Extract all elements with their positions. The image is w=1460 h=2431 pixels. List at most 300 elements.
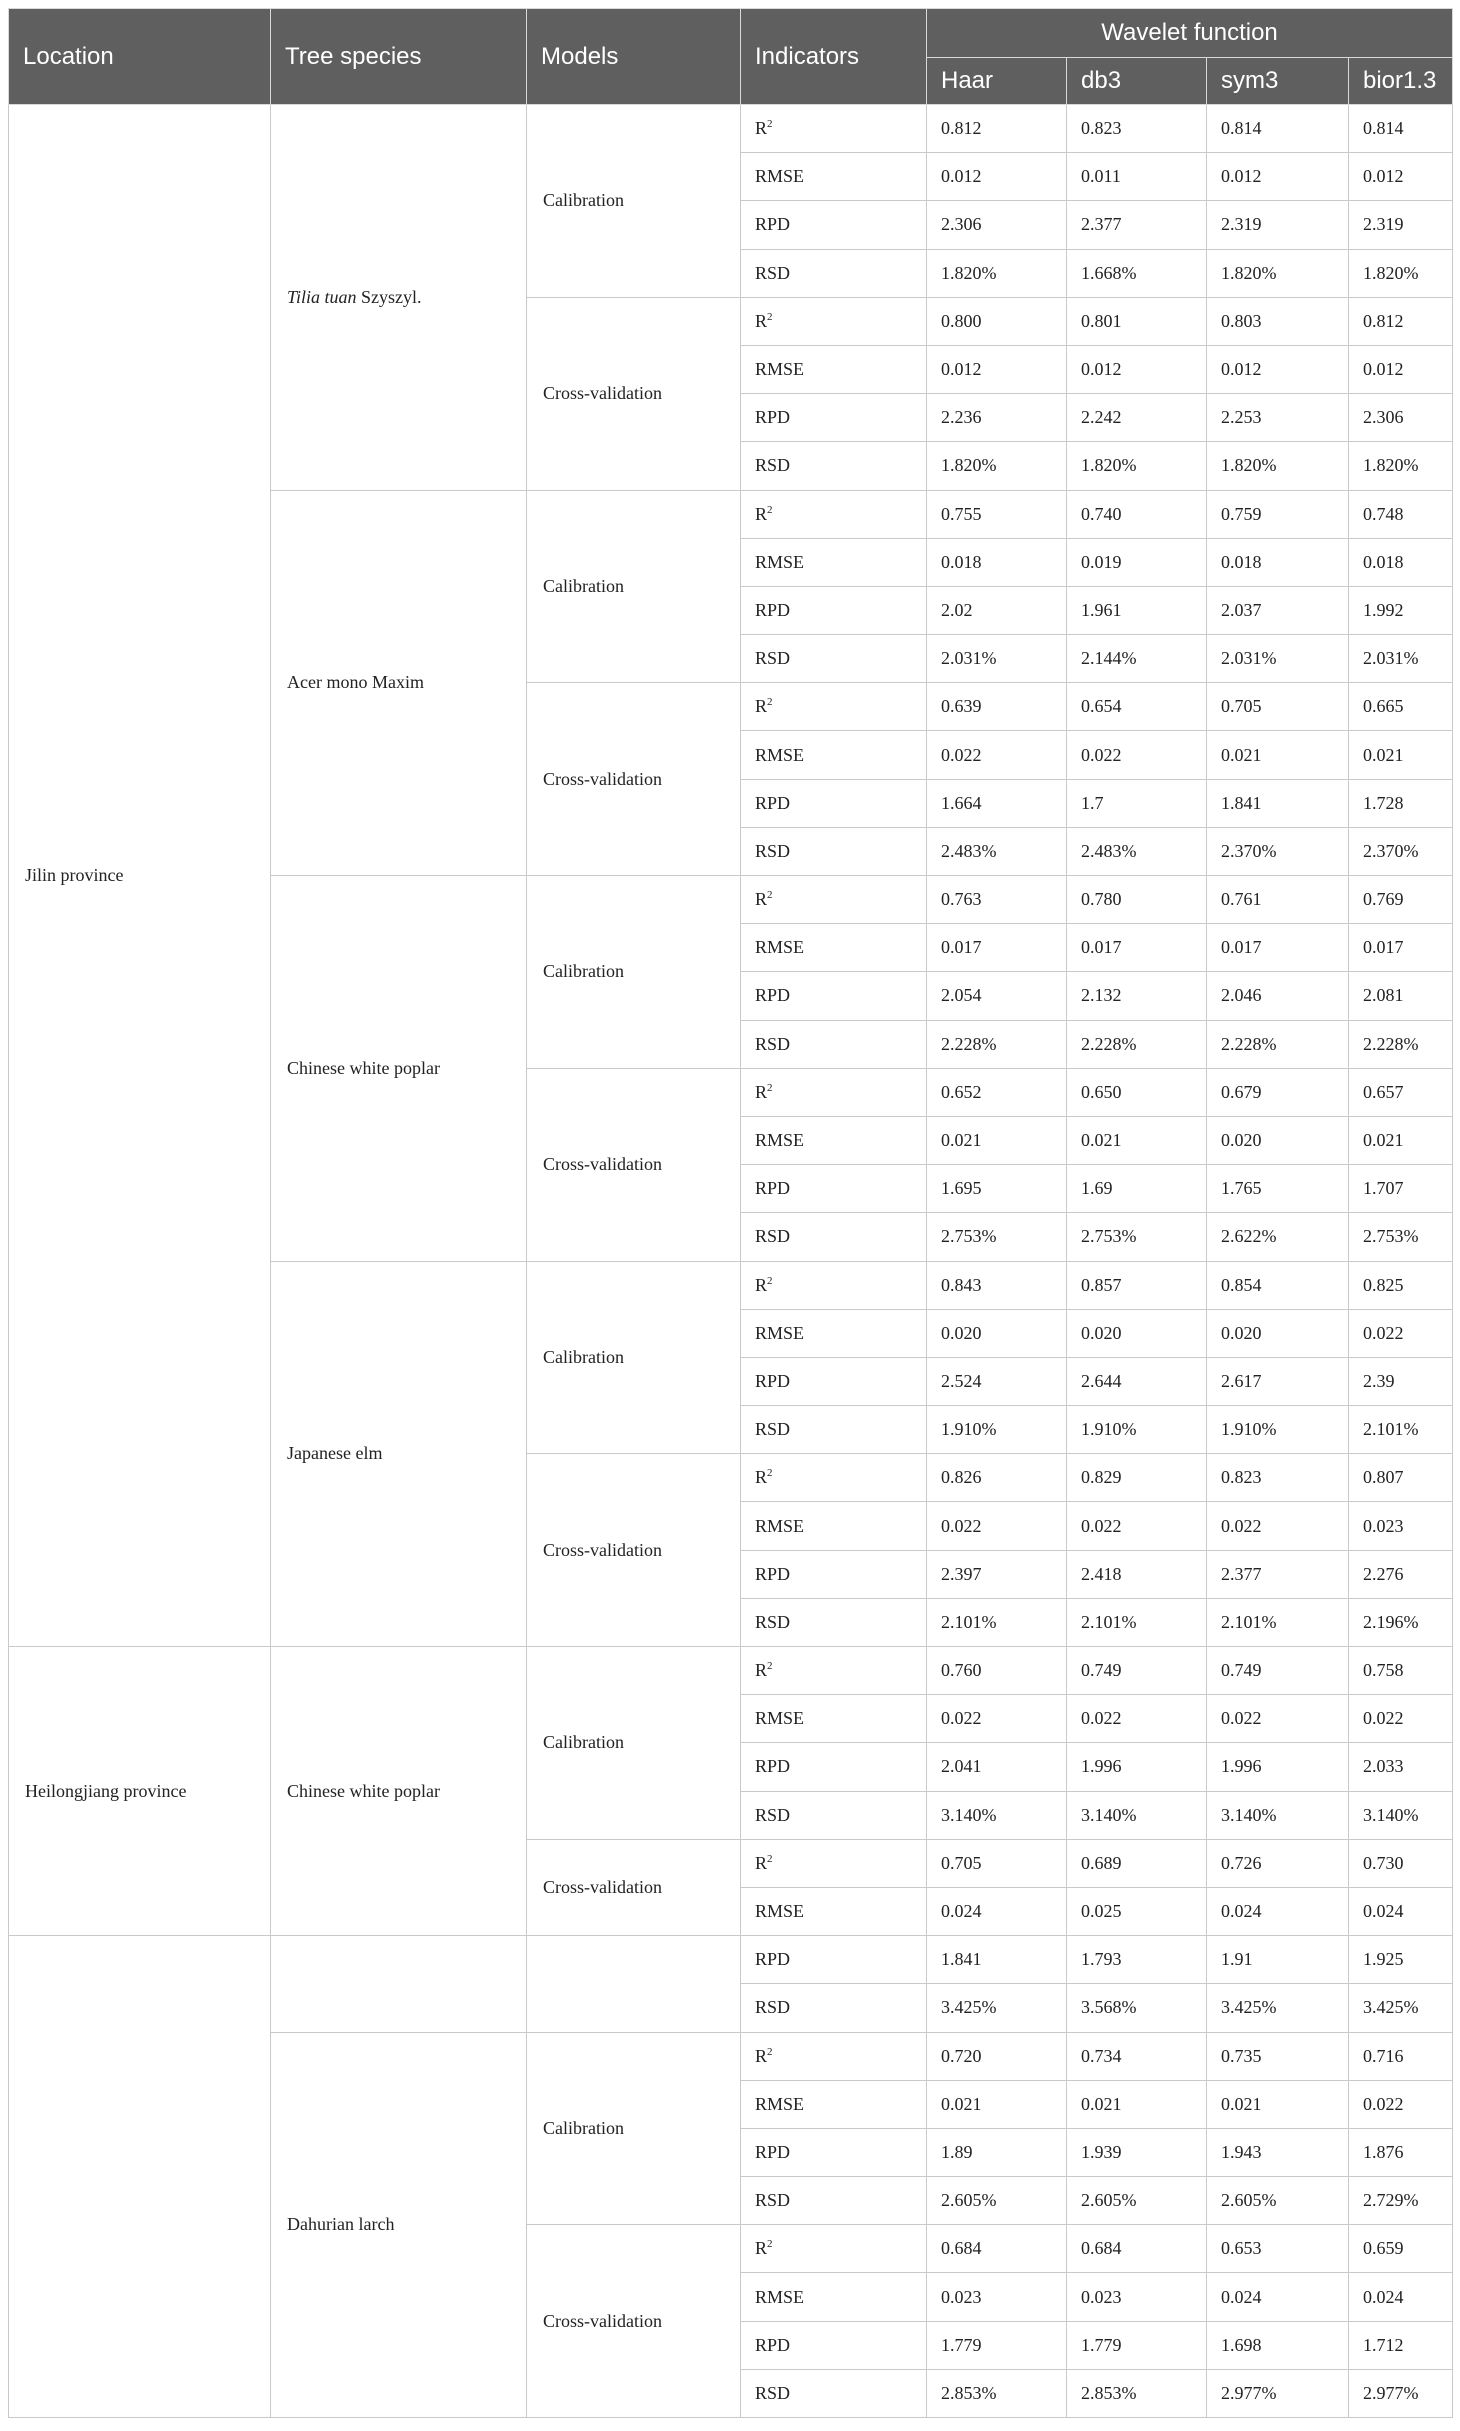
value-sym3: 0.020 [1207,1309,1349,1357]
indicator-r2-base: R [755,696,768,717]
indicator-rpd: RPD [741,201,927,249]
indicator-r2-superscript: 2 [767,2045,773,2058]
indicator-rsd: RSD [741,1020,927,1068]
value-haar: 3.140% [927,1791,1067,1839]
value-bior13: 2.370% [1349,827,1453,875]
header-tree-species: Tree species [271,9,527,105]
value-haar: 2.306 [927,201,1067,249]
header-wavelet-function: Wavelet function [927,9,1453,58]
table-body [9,105,1453,2418]
species-blank [271,1936,527,2032]
indicator-r2-base: R [755,118,768,139]
value-db3: 0.022 [1067,1502,1207,1550]
value-sym3: 0.017 [1207,924,1349,972]
wavelet-results-table [8,8,1453,2418]
value-sym3: 0.653 [1207,2225,1349,2273]
value-db3: 0.022 [1067,1695,1207,1743]
location-heilongjiang: Heilongjiang province [9,1647,271,1936]
value-sym3: 0.012 [1207,153,1349,201]
indicator-rpd: RPD [741,586,927,634]
indicator-rsd: RSD [741,1791,927,1839]
species-chinese-white-poplar-heilongjiang: Chinese white poplar [271,1647,527,1936]
value-bior13: 2.753% [1349,1213,1453,1261]
indicator-rmse: RMSE [741,1887,927,1935]
indicator-r2 [741,105,927,153]
indicator-r2-base: R [755,1467,768,1488]
value-db3: 0.012 [1067,345,1207,393]
indicator-r2-superscript: 2 [767,1274,773,1287]
value-db3: 1.996 [1067,1743,1207,1791]
indicator-r2-base: R [755,310,768,331]
indicator-rmse: RMSE [741,924,927,972]
value-db3: 0.019 [1067,538,1207,586]
value-bior13: 3.140% [1349,1791,1453,1839]
value-haar: 0.639 [927,683,1067,731]
indicator-r2 [741,490,927,538]
header-wavelet-bior13: bior1.3 [1349,58,1453,105]
value-db3: 0.654 [1067,683,1207,731]
value-haar: 1.695 [927,1165,1067,1213]
value-bior13: 0.012 [1349,153,1453,201]
location-blank [9,1936,271,2418]
value-sym3: 0.749 [1207,1647,1349,1695]
value-bior13: 2.977% [1349,2369,1453,2417]
value-db3: 1.793 [1067,1936,1207,1984]
value-haar: 0.812 [927,105,1067,153]
value-db3: 1.910% [1067,1406,1207,1454]
indicator-r2 [741,1454,927,1502]
indicator-rpd: RPD [741,972,927,1020]
indicator-rsd: RSD [741,635,927,683]
indicator-r2-superscript: 2 [767,2238,773,2251]
value-sym3: 0.854 [1207,1261,1349,1309]
model-blank [527,1936,741,2032]
indicator-rpd: RPD [741,2321,927,2369]
indicator-rmse: RMSE [741,2273,927,2321]
indicator-rsd: RSD [741,249,927,297]
value-bior13: 1.876 [1349,2128,1453,2176]
indicator-rmse: RMSE [741,2080,927,2128]
value-haar: 1.820% [927,442,1067,490]
value-db3: 3.568% [1067,1984,1207,2032]
indicator-r2-superscript: 2 [767,696,773,709]
value-bior13: 0.758 [1349,1647,1453,1695]
value-bior13: 2.081 [1349,972,1453,1020]
value-sym3: 2.617 [1207,1357,1349,1405]
value-sym3: 2.319 [1207,201,1349,249]
indicator-rsd: RSD [741,1406,927,1454]
indicator-r2-base: R [755,1274,768,1295]
value-sym3: 2.377 [1207,1550,1349,1598]
value-sym3: 2.370% [1207,827,1349,875]
value-haar: 2.524 [927,1357,1067,1405]
value-haar: 1.841 [927,1936,1067,1984]
value-db3: 0.021 [1067,1116,1207,1164]
header-wavelet-db3: db3 [1067,58,1207,105]
value-bior13: 0.022 [1349,1695,1453,1743]
table-row [9,105,1453,153]
value-sym3: 1.698 [1207,2321,1349,2369]
header-location: Location [9,9,271,105]
value-bior13: 0.812 [1349,297,1453,345]
value-sym3: 1.91 [1207,1936,1349,1984]
value-db3: 0.011 [1067,153,1207,201]
value-sym3: 1.841 [1207,779,1349,827]
indicator-r2 [741,1647,927,1695]
value-sym3: 2.031% [1207,635,1349,683]
value-db3: 0.740 [1067,490,1207,538]
value-db3: 2.228% [1067,1020,1207,1068]
value-haar: 2.483% [927,827,1067,875]
value-bior13: 0.748 [1349,490,1453,538]
value-haar: 0.843 [927,1261,1067,1309]
value-bior13: 0.807 [1349,1454,1453,1502]
value-bior13: 0.018 [1349,538,1453,586]
value-db3: 0.022 [1067,731,1207,779]
species-tilia-genus: Tilia tuan [287,286,357,307]
indicator-r2-superscript: 2 [767,310,773,323]
value-sym3: 2.101% [1207,1598,1349,1646]
value-sym3: 0.018 [1207,538,1349,586]
value-haar: 0.022 [927,1695,1067,1743]
value-bior13: 1.992 [1349,586,1453,634]
value-sym3: 0.705 [1207,683,1349,731]
value-haar: 0.720 [927,2032,1067,2080]
value-haar: 2.397 [927,1550,1067,1598]
value-sym3: 0.021 [1207,2080,1349,2128]
value-db3: 1.939 [1067,2128,1207,2176]
model-calibration: Calibration [527,876,741,1069]
value-db3: 2.753% [1067,1213,1207,1261]
value-db3: 2.144% [1067,635,1207,683]
model-calibration: Calibration [527,1647,741,1840]
value-db3: 0.801 [1067,297,1207,345]
value-db3: 0.020 [1067,1309,1207,1357]
value-haar: 0.705 [927,1839,1067,1887]
value-haar: 2.753% [927,1213,1067,1261]
value-haar: 1.910% [927,1406,1067,1454]
value-db3: 0.689 [1067,1839,1207,1887]
species-tilia [271,105,527,491]
value-sym3: 0.735 [1207,2032,1349,2080]
value-bior13: 0.665 [1349,683,1453,731]
indicator-r2-superscript: 2 [767,1660,773,1673]
value-haar: 0.021 [927,2080,1067,2128]
value-bior13: 0.730 [1349,1839,1453,1887]
value-db3: 0.857 [1067,1261,1207,1309]
value-sym3: 0.024 [1207,2273,1349,2321]
value-db3: 0.017 [1067,924,1207,972]
value-sym3: 0.024 [1207,1887,1349,1935]
value-db3: 1.779 [1067,2321,1207,2369]
indicator-r2 [741,1261,927,1309]
indicator-r2-superscript: 2 [767,889,773,902]
indicator-r2-base: R [755,1660,768,1681]
value-haar: 0.024 [927,1887,1067,1935]
value-db3: 2.605% [1067,2177,1207,2225]
value-sym3: 0.022 [1207,1695,1349,1743]
value-sym3: 2.037 [1207,586,1349,634]
model-cross-validation: Cross-validation [527,683,741,876]
value-bior13: 0.024 [1349,1887,1453,1935]
value-bior13: 2.101% [1349,1406,1453,1454]
value-sym3: 1.996 [1207,1743,1349,1791]
value-sym3: 2.622% [1207,1213,1349,1261]
value-bior13: 0.769 [1349,876,1453,924]
value-db3: 2.242 [1067,394,1207,442]
value-bior13: 1.925 [1349,1936,1453,1984]
value-haar: 0.023 [927,2273,1067,2321]
value-db3: 2.132 [1067,972,1207,1020]
value-db3: 1.668% [1067,249,1207,297]
value-db3: 0.021 [1067,2080,1207,2128]
value-bior13: 0.021 [1349,1116,1453,1164]
value-bior13: 2.276 [1349,1550,1453,1598]
value-sym3: 0.726 [1207,1839,1349,1887]
value-bior13: 2.033 [1349,1743,1453,1791]
value-haar: 0.018 [927,538,1067,586]
indicator-r2-base: R [755,2238,768,2259]
value-db3: 2.483% [1067,827,1207,875]
value-haar: 2.605% [927,2177,1067,2225]
value-sym3: 0.012 [1207,345,1349,393]
indicator-rmse: RMSE [741,1309,927,1357]
value-bior13: 0.023 [1349,1502,1453,1550]
value-bior13: 2.228% [1349,1020,1453,1068]
model-calibration: Calibration [527,2032,741,2225]
value-bior13: 2.319 [1349,201,1453,249]
value-haar: 2.853% [927,2369,1067,2417]
indicator-rmse: RMSE [741,731,927,779]
species-japanese-elm: Japanese elm [271,1261,527,1647]
value-bior13: 1.820% [1349,442,1453,490]
value-bior13: 0.022 [1349,2080,1453,2128]
indicator-r2 [741,2032,927,2080]
value-db3: 0.823 [1067,105,1207,153]
value-haar: 2.054 [927,972,1067,1020]
indicator-r2 [741,297,927,345]
value-sym3: 1.765 [1207,1165,1349,1213]
value-haar: 0.012 [927,345,1067,393]
model-cross-validation: Cross-validation [527,1454,741,1647]
value-bior13: 1.728 [1349,779,1453,827]
value-bior13: 0.022 [1349,1309,1453,1357]
indicator-rpd: RPD [741,1357,927,1405]
value-sym3: 0.021 [1207,731,1349,779]
value-haar: 1.89 [927,2128,1067,2176]
value-db3: 2.418 [1067,1550,1207,1598]
value-sym3: 0.814 [1207,105,1349,153]
indicator-r2 [741,2225,927,2273]
header-indicators: Indicators [741,9,927,105]
indicator-rmse: RMSE [741,1502,927,1550]
value-db3: 2.101% [1067,1598,1207,1646]
value-sym3: 1.910% [1207,1406,1349,1454]
value-haar: 0.755 [927,490,1067,538]
indicator-r2-superscript: 2 [767,1081,773,1094]
indicator-rsd: RSD [741,1598,927,1646]
value-bior13: 0.017 [1349,924,1453,972]
value-sym3: 2.605% [1207,2177,1349,2225]
indicator-r2 [741,683,927,731]
indicator-r2 [741,1839,927,1887]
value-haar: 1.779 [927,2321,1067,2369]
value-haar: 0.017 [927,924,1067,972]
value-haar: 0.826 [927,1454,1067,1502]
value-db3: 2.377 [1067,201,1207,249]
model-calibration: Calibration [527,490,741,683]
model-cross-validation: Cross-validation [527,297,741,490]
value-bior13: 2.196% [1349,1598,1453,1646]
value-haar: 0.684 [927,2225,1067,2273]
value-haar: 2.101% [927,1598,1067,1646]
value-haar: 2.041 [927,1743,1067,1791]
indicator-rmse: RMSE [741,538,927,586]
value-bior13: 0.716 [1349,2032,1453,2080]
value-haar: 0.012 [927,153,1067,201]
value-sym3: 1.820% [1207,249,1349,297]
value-bior13: 1.820% [1349,249,1453,297]
value-db3: 2.853% [1067,2369,1207,2417]
indicator-rpd: RPD [741,394,927,442]
table-row [9,1936,1453,1984]
indicator-rsd: RSD [741,442,927,490]
indicator-rmse: RMSE [741,1695,927,1743]
value-sym3: 2.253 [1207,394,1349,442]
value-haar: 3.425% [927,1984,1067,2032]
indicator-r2-superscript: 2 [767,503,773,516]
location-jilin: Jilin province [9,105,271,1647]
header-wavelet-haar: Haar [927,58,1067,105]
header-wavelet-sym3: sym3 [1207,58,1349,105]
value-db3: 1.961 [1067,586,1207,634]
indicator-r2-base: R [755,889,768,910]
table-header [9,9,1453,105]
value-sym3: 0.679 [1207,1068,1349,1116]
data-table-container [8,8,1452,2418]
indicator-rpd: RPD [741,1936,927,1984]
indicator-rsd: RSD [741,2177,927,2225]
value-haar: 0.022 [927,731,1067,779]
indicator-r2-superscript: 2 [767,1852,773,1865]
value-haar: 2.228% [927,1020,1067,1068]
value-db3: 0.780 [1067,876,1207,924]
model-cross-validation: Cross-validation [527,1839,741,1935]
indicator-r2-superscript: 2 [767,1467,773,1480]
value-db3: 0.650 [1067,1068,1207,1116]
value-haar: 0.652 [927,1068,1067,1116]
value-bior13: 0.024 [1349,2273,1453,2321]
value-db3: 2.644 [1067,1357,1207,1405]
value-bior13: 2.39 [1349,1357,1453,1405]
value-db3: 1.69 [1067,1165,1207,1213]
model-calibration: Calibration [527,105,741,298]
value-haar: 0.763 [927,876,1067,924]
indicator-rpd: RPD [741,1165,927,1213]
value-sym3: 0.020 [1207,1116,1349,1164]
value-db3: 3.140% [1067,1791,1207,1839]
value-haar: 0.020 [927,1309,1067,1357]
value-bior13: 0.021 [1349,731,1453,779]
value-bior13: 2.306 [1349,394,1453,442]
species-tilia-author: Szyszyl. [356,286,422,307]
value-bior13: 1.707 [1349,1165,1453,1213]
indicator-rsd: RSD [741,827,927,875]
indicator-rpd: RPD [741,1550,927,1598]
indicator-r2-base: R [755,1852,768,1873]
value-haar: 0.022 [927,1502,1067,1550]
indicator-rmse: RMSE [741,345,927,393]
value-sym3: 0.022 [1207,1502,1349,1550]
value-sym3: 3.425% [1207,1984,1349,2032]
value-sym3: 2.046 [1207,972,1349,1020]
value-db3: 0.829 [1067,1454,1207,1502]
value-bior13: 3.425% [1349,1984,1453,2032]
value-haar: 1.820% [927,249,1067,297]
model-cross-validation: Cross-validation [527,2225,741,2418]
value-haar: 2.236 [927,394,1067,442]
indicator-rmse: RMSE [741,1116,927,1164]
model-calibration: Calibration [527,1261,741,1454]
indicator-r2-base: R [755,1081,768,1102]
value-db3: 0.734 [1067,2032,1207,2080]
value-haar: 0.021 [927,1116,1067,1164]
value-haar: 2.031% [927,635,1067,683]
species-acer-mono: Acer mono Maxim [271,490,527,876]
indicator-rsd: RSD [741,2369,927,2417]
species-chinese-white-poplar: Chinese white poplar [271,876,527,1262]
value-bior13: 0.825 [1349,1261,1453,1309]
indicator-rpd: RPD [741,1743,927,1791]
indicator-r2-base: R [755,503,768,524]
value-bior13: 0.814 [1349,105,1453,153]
indicator-rpd: RPD [741,2128,927,2176]
value-sym3: 2.228% [1207,1020,1349,1068]
value-sym3: 0.823 [1207,1454,1349,1502]
value-db3: 0.025 [1067,1887,1207,1935]
value-sym3: 0.761 [1207,876,1349,924]
indicator-r2 [741,876,927,924]
value-db3: 1.820% [1067,442,1207,490]
header-models: Models [527,9,741,105]
value-bior13: 1.712 [1349,2321,1453,2369]
value-db3: 1.7 [1067,779,1207,827]
value-sym3: 1.943 [1207,2128,1349,2176]
species-dahurian-larch: Dahurian larch [271,2032,527,2418]
indicator-rpd: RPD [741,779,927,827]
value-db3: 0.749 [1067,1647,1207,1695]
value-bior13: 2.729% [1349,2177,1453,2225]
value-bior13: 2.031% [1349,635,1453,683]
value-bior13: 0.657 [1349,1068,1453,1116]
indicator-r2-base: R [755,2045,768,2066]
value-bior13: 0.659 [1349,2225,1453,2273]
indicator-r2-superscript: 2 [767,118,773,131]
value-sym3: 1.820% [1207,442,1349,490]
value-sym3: 0.759 [1207,490,1349,538]
value-db3: 0.023 [1067,2273,1207,2321]
value-haar: 2.02 [927,586,1067,634]
indicator-rsd: RSD [741,1984,927,2032]
model-cross-validation: Cross-validation [527,1068,741,1261]
value-db3: 0.684 [1067,2225,1207,2273]
value-sym3: 0.803 [1207,297,1349,345]
value-haar: 1.664 [927,779,1067,827]
table-row [9,1647,1453,1695]
value-haar: 0.760 [927,1647,1067,1695]
indicator-r2 [741,1068,927,1116]
value-sym3: 2.977% [1207,2369,1349,2417]
